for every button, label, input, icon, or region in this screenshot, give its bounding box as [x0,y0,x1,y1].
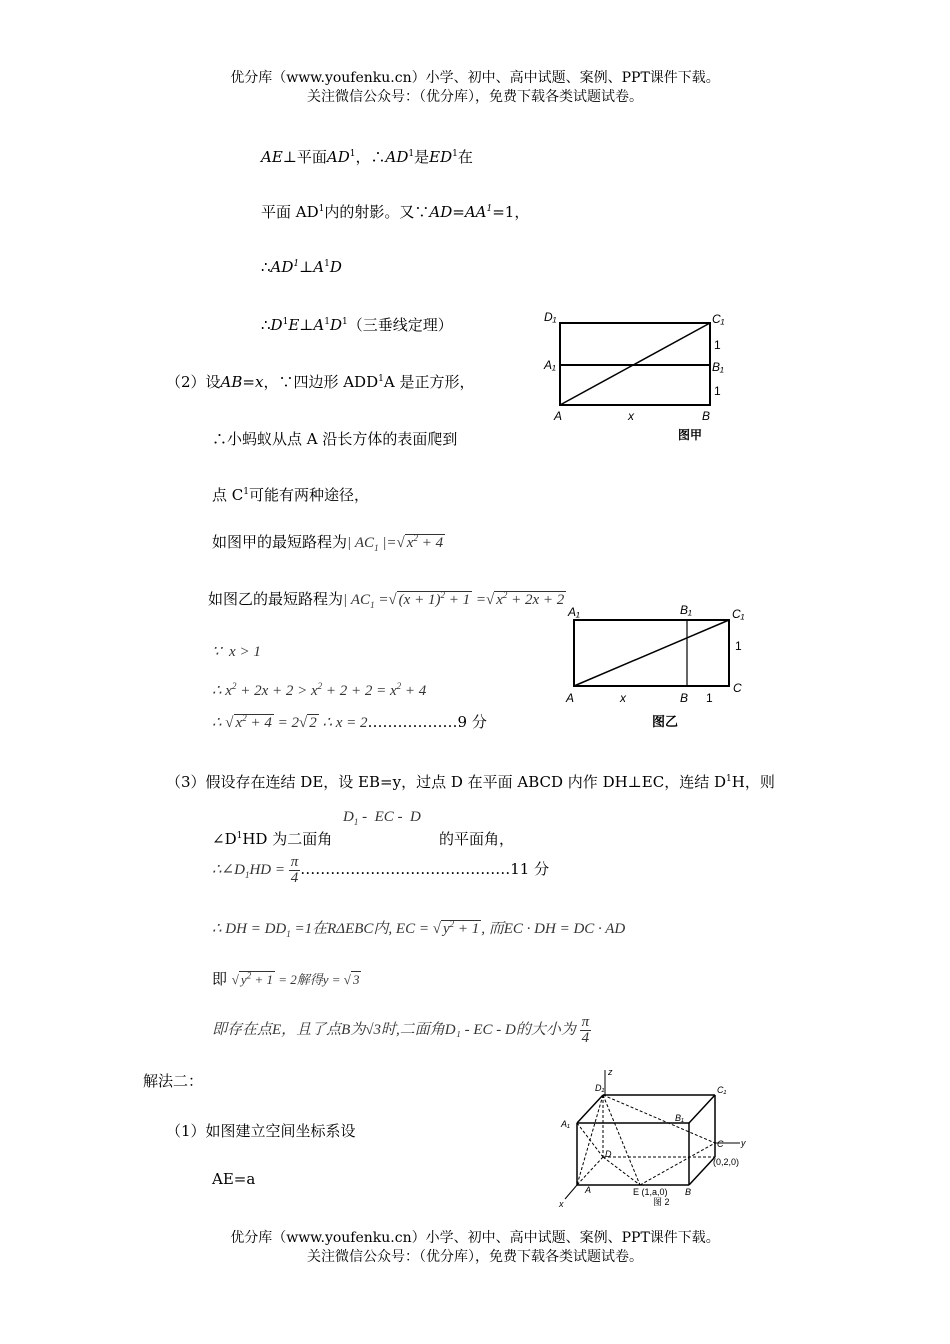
fig2-label-a: A [585,1185,592,1195]
line-path-jia: 如图甲的最短路程为| $AC_1$ |=√ $x^2 + 4$ [212,533,444,553]
jia-label-a: A [554,409,563,423]
fig2-label-c-coord: (0,2,0) [713,1157,740,1167]
line-p3: （3）假设存在连结 DE，设 EB=y，过点 D 在平面 ABCD 内作 DH⊥EC，连结 $D^1H$，则 [166,773,775,791]
fig2-label-c: C [717,1139,724,1149]
yi-caption: 图乙 [652,714,679,729]
fig2-label-b1: B₁ [675,1113,684,1123]
footer-line-1: 优分库（www.youfenku.cn）小学、初中、高中试题、案例、PPT课件下载。 [230,1230,720,1246]
jia-caption: 图甲 [678,428,703,442]
fig2-label-x: x [559,1199,564,1209]
line-exist: 即存在点E，且了点B为√3时,二面角D₁ - EC - D的大小为 $\frac{\pi}{4}$ [212,1014,590,1046]
yi-label-b1: B₁ [680,603,692,617]
yi-label-a: A [566,691,575,705]
figure-jia [540,305,740,445]
yi-label-c1: C₁ [732,607,745,621]
fig2-label-z: z [608,1067,613,1077]
jia-label-1a: 1 [714,338,721,352]
line-two-paths: 点 $C^1$可能有两种途径， [212,486,369,504]
fig2-label-b: B [685,1187,692,1197]
line-three-perp: $\therefore D^1E\perp A^1D^1$（三垂线定理） [261,316,453,334]
yi-label-1a: 1 [735,639,742,653]
line-path-yi: 如图乙的最短路程为| $AC_1$ =√ $(x + 1)^2 + 1$ =√ $x^2 + 2x + 2$ [208,590,565,610]
fig2-label-d: D [605,1149,612,1159]
figure-yi [556,598,761,738]
line-plane-angle: 的平面角， [439,830,515,848]
method-two: 解法二： [143,1072,204,1090]
header-line-1: 优分库（www.youfenku.cn）小学、初中、高中试题、案例、PPT课件下载。 [230,70,720,86]
yi-label-a1: A₁ [568,605,580,619]
fig2-label-e: E (1,a,0) [633,1187,668,1197]
jia-label-x: x [628,409,634,423]
line-dh: ∴ DH = $DD_1 =1$在RΔEBC内, EC = √ $y^2 + 1$ , 而EC · DH = DC · AD [212,919,626,939]
line-angle: $\angle D^1HD$ 为二面角 [212,830,333,848]
line-m2-ae: AE=a [212,1170,256,1188]
fig2-label-y: y [741,1138,746,1148]
jia-label-b1: B₁ [712,360,724,374]
yi-label-c: C [733,681,742,695]
line-p2: （2）设AB=x，∵四边形 ADD$^1$A 是正方形， [166,373,475,391]
fig2-caption: 图 2 [653,1197,670,1207]
jia-label-a1: A₁ [544,358,556,372]
fig2-label-a1: A₁ [561,1119,570,1129]
label-dihedral: $D_1$ - EC - D [343,809,421,827]
line-inequality: ∴ $x^2 + 2x + 2 > x^2 + 2 + 2 = x^2 + 4$ [212,681,427,699]
yi-label-b: B [680,691,689,705]
line-ant: ∴小蚂蚁从点 A 沿长方体的表面爬到 [212,430,458,448]
jia-label-b: B [702,409,711,423]
figure-2 [555,1065,755,1210]
line-angle-value: $\therefore\angle D_1HD$ = $\frac{\pi}{4}$ ……………………………………11 分 [212,854,550,886]
jia-label-d1: D₁ [544,310,557,324]
yi-label-1b: 1 [706,691,713,705]
yi-label-x: x [620,691,626,705]
fig2-label-c1: C₁ [717,1085,727,1095]
footer-line-2: 关注微信公众号：（优分库），免费下载各类试题试卷。 [307,1249,643,1265]
line-solve-x: ∴ √ $x^2 + 4 = 2√$ 2 ∴ x = 2………………9 分 [212,713,487,731]
line-m2-1: （1）如图建立空间坐标系设 [166,1122,356,1140]
line-solve-y: 即 √ $y^2 + 1 = 2$解得y = √ 3 [212,970,360,988]
fig2-label-d1: D₁ [595,1083,605,1093]
header-line-2: 关注微信公众号：（优分库），免费下载各类试题试卷。 [307,89,643,105]
line-ad1-perp: $\therefore AD^1\perp A^1D$ [261,258,342,276]
jia-label-1b: 1 [714,384,721,398]
line-x-gt-1: ∵ x > 1 [212,644,261,660]
jia-label-c1: C₁ [712,312,725,326]
line-projection: 平面 $AD^1$内的射影。又$\because AD=AA^1=1$， [261,203,530,221]
line-ae-perp: AE⊥平面$AD^1$，$\therefore AD^1$是$ED^1$在 [261,148,473,166]
